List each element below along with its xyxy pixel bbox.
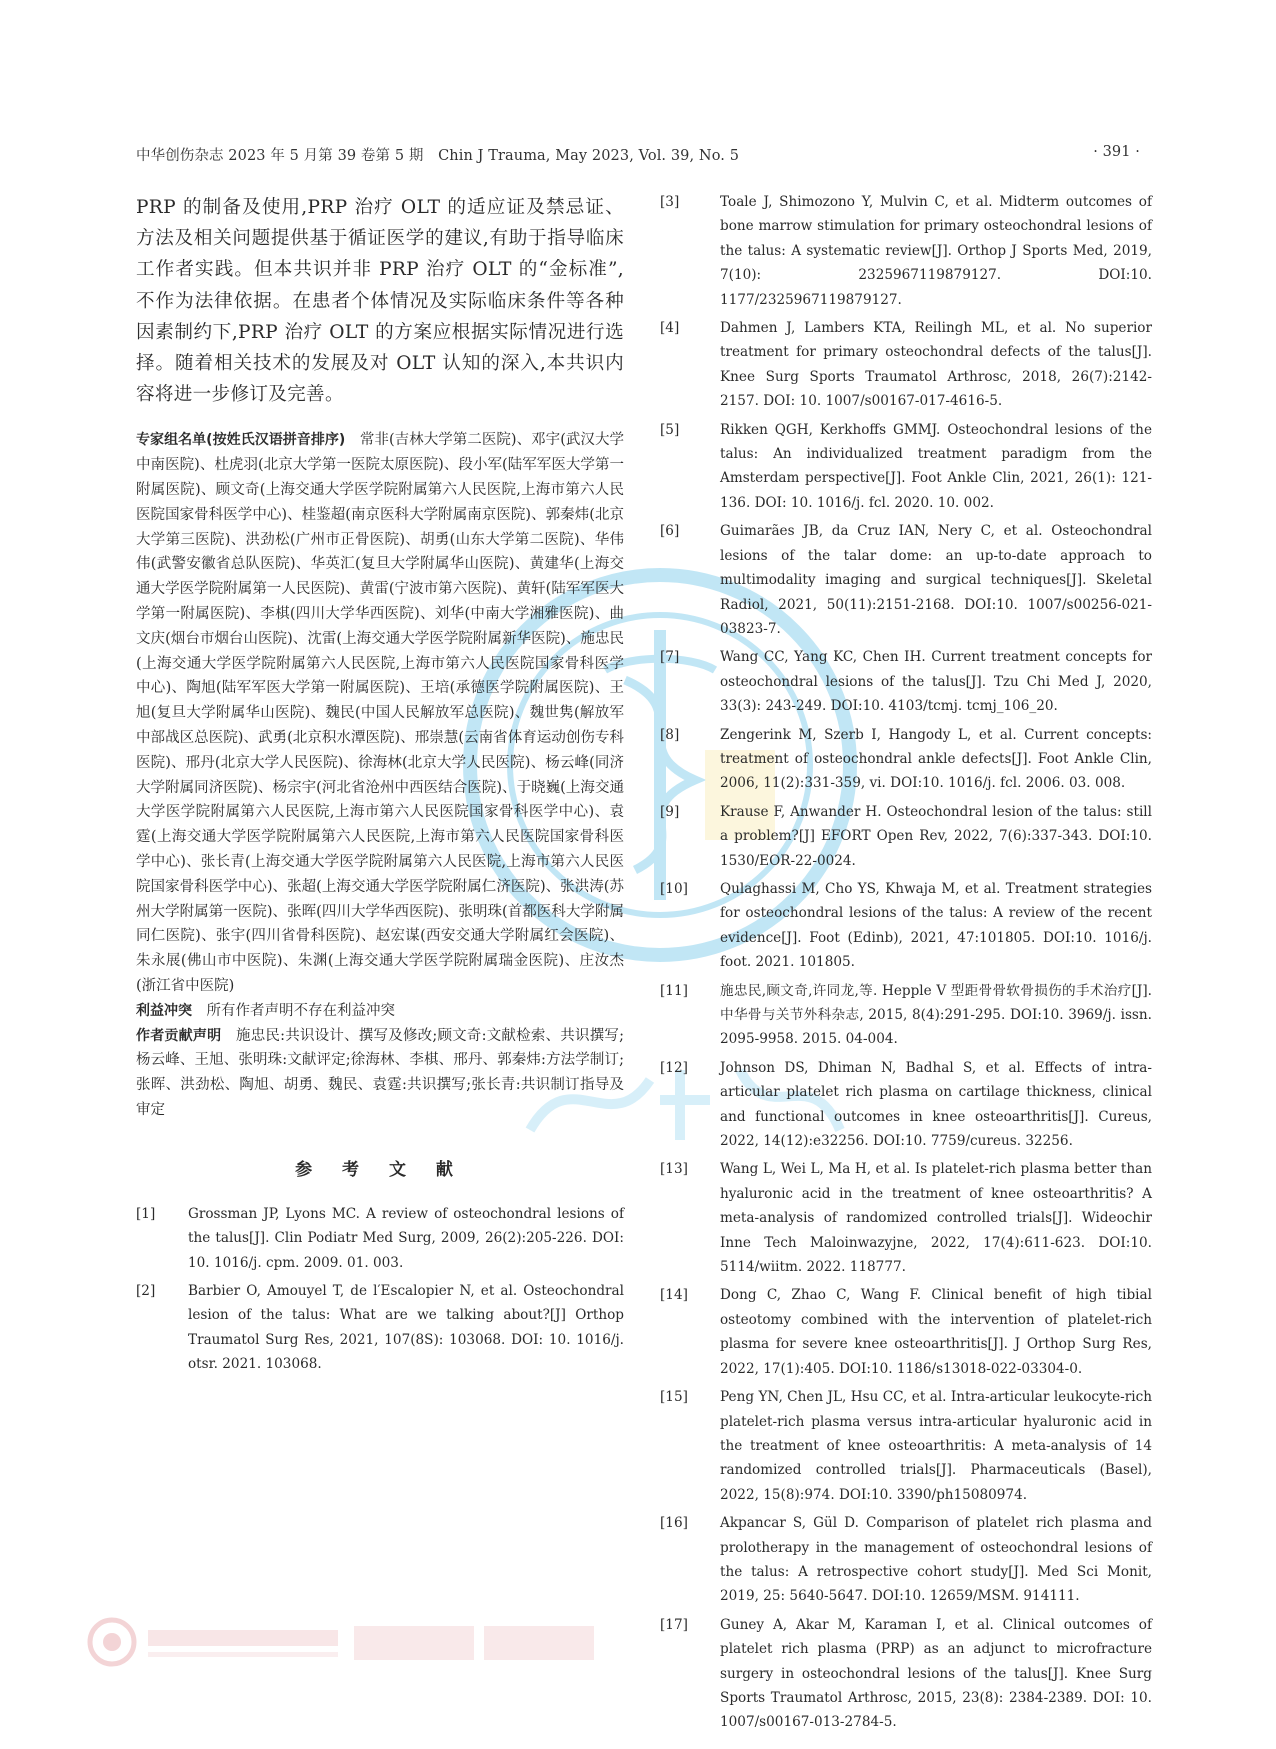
contrib-label: 作者贡献声明 (136, 1027, 222, 1044)
header-journal-info: 中华创伤杂志 2023 年 5 月第 39 卷第 5 期 Chin J Trauma, May 2023, Vol. 39, No. 5 (136, 148, 740, 164)
reference-text: Guimarães JB, da Cruz IAN, Nery C, et al. Osteochondral lesions of the talar dome: an up-to-date approach to multimodality imaging and surgical techniques[J]. Skeletal Radiol, 2021, 50(11):2151-2168. DOI:10. 1007/s00256-021-03823-7. (720, 523, 1152, 637)
conflict-label: 利益冲突 (136, 1002, 192, 1019)
expert-group-list (136, 428, 624, 998)
reference-text: Rikken QGH, Kerkhoffs GMMJ. Osteochondral lesions of the talus: An individualized treatment paradigm from the Amsterdam perspective[J]. Foot Ankle Clin, 2021, 26(1): 121-136. DOI: 10. 1016/j. fcl. 2020. 10. 002. (720, 421, 1152, 511)
reference-item (660, 800, 1152, 873)
expert-group-label: 专家组名单(按姓氏汉语拼音排序) (136, 432, 346, 449)
reference-text: Qulaghassi M, Cho YS, Khwaja M, et al. Treatment strategies for osteochondral lesions of the talus: A review of the recent evidence[J]. Foot (Edinb), 2021, 47:101805. DOI:10. 1016/j. foot. 2021. 101805. (720, 880, 1152, 971)
reference-text: Johnson DS, Dhiman N, Badhal S, et al. Effects of intra-articular platelet rich plasma on cartilage thickness, clinical and functional outcomes in knee osteoarthritis[J]. Cureus, 2022, 14(12):e32256. DOI:10. 7759/cureus. 32256. (720, 1059, 1152, 1150)
reference-number: [13] (660, 1161, 688, 1178)
reference-text: Wang L, Wei L, Ma H, et al. Is platelet-rich plasma better than hyaluronic acid in the treatment of knee osteoarthritis? A meta-analysis of randomized controlled trials[J]. Wideochir Inne Tech Maloinwazyjne, 2022, 17(4):611-623. DOI:10. 5114/wiitm. 2022. 118777. (720, 1161, 1152, 1276)
reference-number: [17] (660, 1616, 688, 1633)
reference-item (660, 418, 1152, 516)
reference-text: Zengerink M, Szerb I, Hangody L, et al. Current concepts: treatment of osteochondral ankle defects[J]. Foot Ankle Clin, 2006, 11(2):331-359, vi. DOI:10. 1016/j. fcl. 2006. 03. 008. (720, 726, 1152, 792)
reference-text: Barbier O, Amouyel T, de l′Escalopier N, et al. Osteochondral lesion of the talus: What are we talking about?[J] Orthop Traumatol Surg Res, 2021, 107(8S): 103068. DOI: 10. 1016/j. otsr. 2021. 103068. (188, 1282, 624, 1373)
reference-number: [7] (660, 649, 680, 666)
reference-number: [5] (660, 421, 680, 438)
reference-item (660, 645, 1152, 718)
conflict-text: 所有作者声明不存在利益冲突 (206, 1002, 395, 1019)
reference-text: 施忠民,顾文奇,许同龙,等. Hepple V 型距骨骨软骨损伤的手术治疗[J]. 中华骨与关节外科杂志, 2015, 8(4):291-295. DOI:10. 3969/j. issn. 2095-9958. 2015. 04-004. (720, 982, 1152, 1048)
header-page-number: · 391 · (1093, 144, 1140, 160)
reference-text: Guney A, Akar M, Karaman I, et al. Clinical outcomes of platelet rich plasma (PRP) as an adjunct to microfracture surgery in osteochondral lesions of the talus[J]. Knee Surg Sports Traumatol Arthrosc, 2015, 23(8): 2384-2389. DOI: 10. 1007/s00167-013-2784-5. (720, 1616, 1152, 1731)
references-heading: 参 考 文 献 (295, 1159, 465, 1180)
reference-item (660, 190, 1152, 312)
reference-number: [11] (660, 982, 688, 999)
reference-item (660, 1385, 1152, 1507)
reference-item (136, 1202, 624, 1275)
reference-number: [4] (660, 320, 680, 337)
reference-text: Dong C, Zhao C, Wang F. Clinical benefit of high tibial osteotomy combined with the intervention of platelet-rich plasma for severe knee osteoarthritis[J]. J Orthop Surg Res, 2022, 17(1):405. DOI:10. 1186/s13018-022-03304-0. (720, 1287, 1152, 1377)
reference-number: [3] (660, 194, 680, 210)
reference-number: [10] (660, 880, 688, 897)
reference-number: [14] (660, 1287, 688, 1304)
reference-text: Peng YN, Chen JL, Hsu CC, et al. Intra-articular leukocyte-rich platelet-rich plasma versus intra-articular hyaluronic acid in the treatment of knee osteoarthritis: A meta-analysis of 14 randomized controlled trials[J]. Pharmaceuticals (Basel), 2022, 15(8):974. DOI:10. 3390/ph15080974. (720, 1389, 1152, 1503)
reference-item (660, 877, 1152, 975)
reference-number: [2] (136, 1282, 156, 1299)
reference-text: Grossman JP, Lyons MC. A review of osteochondral lesions of the talus[J]. Clin Podiatr Med Surg, 2009, 26(2):205-226. DOI: 10. 1016/j. cpm. 2009. 01. 003. (188, 1205, 624, 1271)
right-column (660, 190, 1152, 1739)
reference-number: [12] (660, 1059, 688, 1076)
reference-number: [16] (660, 1515, 688, 1532)
reference-number: [1] (136, 1205, 156, 1222)
author-contributions (136, 1024, 624, 1123)
left-column (136, 192, 624, 1381)
reference-item (660, 979, 1152, 1052)
reference-number: [6] (660, 523, 680, 540)
reference-item (660, 316, 1152, 414)
references-list-left (136, 1202, 624, 1377)
references-list-right (660, 190, 1152, 1735)
conclusion-paragraph: PRP 的制备及使用,PRP 治疗 OLT 的适应证及禁忌证、方法及相关问题提供基于循证医学的建议,有助于指导临床工作者实践。但本共识并非 PRP 治疗 OLT 的“金标准”,不作为法律依据。在患者个体情况及实际临床条件等各种因素制约下,PRP 治疗 OLT 的方案应根据实际情况进行选择。随着相关技术的发展及对 OLT 认知的深入,本共识内容将进一步修订及完善。 (136, 197, 624, 406)
reference-item (136, 1279, 624, 1377)
reference-text: Krause F, Anwander H. Osteochondral lesion of the talus: still a problem?[J] EFORT Open Rev, 2022, 7(6):337-343. DOI:10. 1530/EOR-22-0024. (720, 803, 1152, 869)
reference-text: Toale J, Shimozono Y, Mulvin C, et al. Midterm outcomes of bone marrow stimulation for primary osteochondral lesions of the talus: A systematic review[J]. Orthop J Sports Med, 2019, 7(10): 2325967119879127. DOI:10. 1177/2325967119879127. (720, 194, 1152, 308)
reference-text: Akpancar S, Gül D. Comparison of platelet rich plasma and prolotherapy in the management of osteochondral lesions of the talus: A retrospective cohort study[J]. Med Sci Monit, 2019, 25: 5640-5647. DOI:10. 12659/MSM. 914111. (720, 1515, 1152, 1605)
reference-number: [8] (660, 726, 680, 743)
reference-item (660, 1283, 1152, 1381)
conflict-of-interest (136, 999, 624, 1024)
reference-item (660, 723, 1152, 796)
reference-item (660, 1613, 1152, 1735)
reference-text: Wang CC, Yang KC, Chen IH. Current treatment concepts for osteochondral lesions of the talus[J]. Tzu Chi Med J, 2020, 33(3): 243-249. DOI:10. 4103/tcmj. tcmj_106_20. (720, 649, 1152, 715)
reference-item (660, 1157, 1152, 1279)
reference-item (660, 1056, 1152, 1154)
running-header (136, 144, 1140, 168)
reference-item (660, 1511, 1152, 1609)
reference-number: [15] (660, 1389, 688, 1406)
publisher-logo-icon (84, 1612, 624, 1672)
expert-group-text: 常非(吉林大学第二医院)、邓宇(武汉大学中南医院)、杜虎羽(北京大学第一医院太原医院)、段小军(陆军军医大学第一附属医院)、顾文奇(上海交通大学医学院附属第六人民医院,上海市第六人民医院国家骨科医学中心)、桂鉴超(南京医科大学附属南京医院)、郭秦炜(北京大学第三医院)、洪劲松(广州市正骨医院)、胡勇(山东大学第二医院)、华伟伟(武警安徽省总队医院)、华英汇(复旦大学附属华山医院)、黄建华(上海交通大学医学院附属第一人民医院)、黄雷(宁波市第六医院)、黄轩(陆军军医大学第一附属医院)、李棋(四川大学华西医院)、刘华(中南大学湘雅医院)、曲文庆(烟台市烟台山医院)、沈雷(上海交通大学医学院附属新华医院)、施忠民(上海交通大学医学院附属第六人民医院,上海市第六人民医院国家骨科医学中心)、陶旭(陆军军医大学第一附属医院)、王培(承德医学院附属医院)、王旭(复旦大学附属华山医院)、魏民(中国人民解放军总医院)、魏世隽(解放军中部战区总医院)、武勇(北京积水潭医院)、邢崇慧(云南省体育运动创伤专科医院)、邢丹(北京大学人民医院)、徐海林(北京大学人民医院)、杨云峰(同济大学附属同济医院)、杨宗宇(河北省沧州中西医结合医院)、于晓巍(上海交通大学医学院附属第六人民医院,上海市第六人民医院国家骨科医学中心)、袁霆(上海交通大学医学院附属第六人民医院,上海市第六人民医院国家骨科医学中心)、张长青(上海交通大学医学院附属第六人民医院,上海市第六人民医院国家骨科医学中心)、张超(上海交通大学医学院附属仁济医院)、张洪涛(苏州大学附属第一医院)、张晖(四川大学华西医院)、张明珠(首都医科大学附属同仁医院)、张宇(四川省骨科医院)、赵宏谋(西安交通大学附属红会医院)、朱永展(佛山市中医院)、朱渊(上海交通大学医学院附属瑞金医院)、庄汝杰(浙江省中医院) (136, 432, 625, 994)
reference-text: Dahmen J, Lambers KTA, Reilingh ML, et al. No superior treatment for primary osteochondral defects of the talus[J]. Knee Surg Sports Traumatol Arthrosc, 2018, 26(7):2142-2157. DOI: 10. 1007/s00167-017-4616-5. (720, 320, 1152, 410)
contrib-text: 施忠民:共识设计、撰写及修改;顾文奇:文献检索、共识撰写;杨云峰、王旭、张明珠:文献评定;徐海林、李棋、邢丹、郭秦炜:方法学制订;张晖、洪劲松、陶旭、胡勇、魏民、袁霆:共识撰写;张长青:共识制订指导及审定 (136, 1027, 625, 1118)
reference-number: [9] (660, 803, 680, 820)
reference-item (660, 519, 1152, 641)
